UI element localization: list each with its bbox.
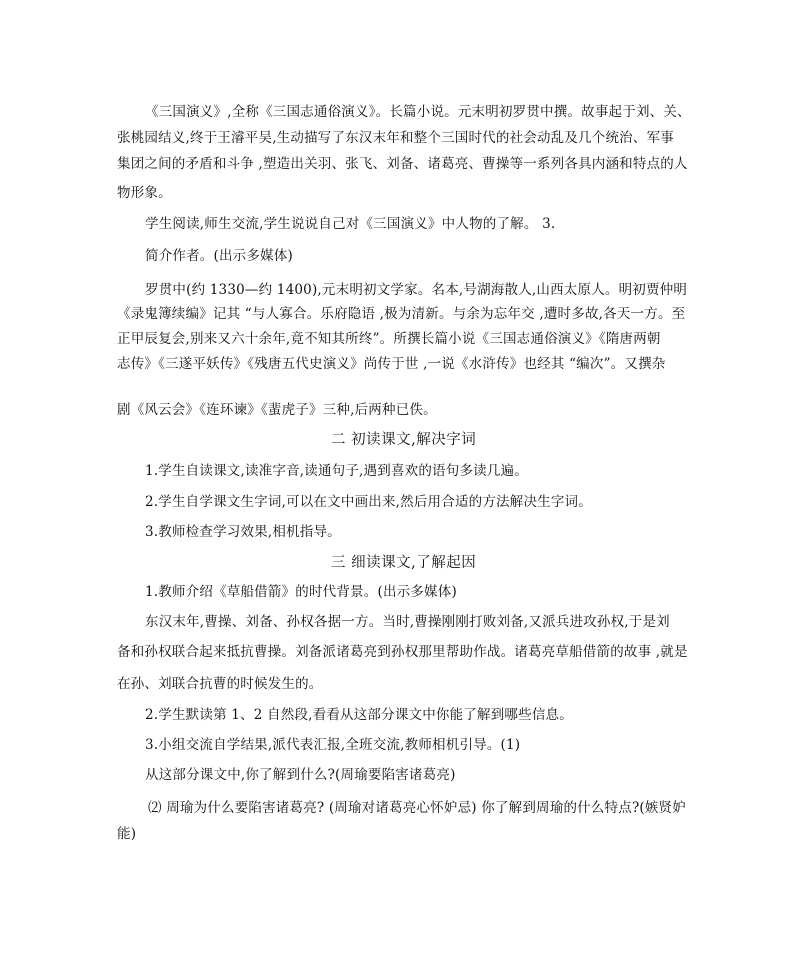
paragraph-line: 《三国演义》,全称《三国志通俗演义》。长篇小说。元末明初罗贯中撰。故事起于刘、关、 <box>145 104 691 120</box>
paragraph-line: 2.学生自学课文生字词,可以在文中画出来,然后用合适的方法解决生字词。 <box>145 494 592 510</box>
paragraph-line: 从这部分课文中,你了解到什么?(周瑜要陷害诸葛亮) <box>145 767 456 783</box>
section-heading: 二 初读课文,解决字词 <box>331 432 477 448</box>
paragraph-line: 1.教师介绍《草船借箭》的时代背景。(出示多媒体) <box>145 584 457 600</box>
paragraph-line: 能) <box>117 826 137 842</box>
paragraph-line: 志传》《三遂平妖传》《残唐五代史演义》尚传于世 ,一说《水浒传》也经其 “编次”。又撰杂 <box>117 356 666 372</box>
paragraph-line: 张桃园结义,终于王濬平吴,生动描写了东汉末年和整个三国时代的社会动乱及几个统治、军事 <box>117 130 674 146</box>
paragraph-line: 物形象。 <box>117 185 172 201</box>
paragraph-line: 简介作者。(出示多媒体) <box>145 248 293 264</box>
paragraph-line: 集团之间的矛盾和斗争 ,塑造出关羽、张飞、刘备、诸葛亮、曹操等一系列各具内涵和特点的人 <box>117 156 688 172</box>
section-heading: 三 细读课文,了解起因 <box>331 555 477 571</box>
paragraph-line: 正甲辰复会,别来又六十余年,竟不知其所终”。所撰长篇小说《三国志通俗演义》《隋唐两朝 <box>117 331 661 347</box>
paragraph-line: 在孙、刘联合抗曹的时候发生的。 <box>117 676 323 692</box>
paragraph-line: 《录鬼簿续编》记其 “与人寡合。乐府隐语 ,极为清新。与余为忘年交 ,遭时多故,各天一方。至 <box>117 306 686 322</box>
paragraph-line: 剧《风云会》《连环谏》《蜚虎子》三种,后两种已佚。 <box>117 402 437 418</box>
paragraph-line: 1.学生自读课文,读准字音,读通句子,遇到喜欢的语句多读几遍。 <box>145 463 528 479</box>
paragraph-line: 东汉末年,曹操、刘备、孙权各据一方。当时,曹操刚刚打败刘备,又派兵进攻孙权,于是刘 <box>145 614 670 630</box>
paragraph-line: 3.教师检查学习效果,相机指导。 <box>145 524 341 540</box>
paragraph-line: 2.学生默读第 1、2 自然段,看看从这部分课文中你能了解到哪些信息。 <box>145 707 573 723</box>
paragraph-line: 罗贯中(约 1330—约 1400),元末明初文学家。名本,号湖海散人,山西太原人。明初贾仲明 <box>145 282 688 298</box>
paragraph-line: 学生阅读,师生交流,学生说说自己对《三国演义》中人物的了解。 3. <box>145 216 556 232</box>
paragraph-line: 3.小组交流自学结果,派代表汇报,全班交流,教师相机引导。(1) <box>145 737 521 753</box>
paragraph-line: ⑵ 周瑜为什么要陷害诸葛亮? (周瑜对诸葛亮心怀妒忌) 你了解到周瑜的什么特点?(嫉贤妒 <box>148 800 686 816</box>
paragraph-line: 备和孙权联合起来抵抗曹操。刘备派诸葛亮到孙权那里帮助作战。诸葛亮草船借箭的故事 ,就是 <box>117 644 688 660</box>
